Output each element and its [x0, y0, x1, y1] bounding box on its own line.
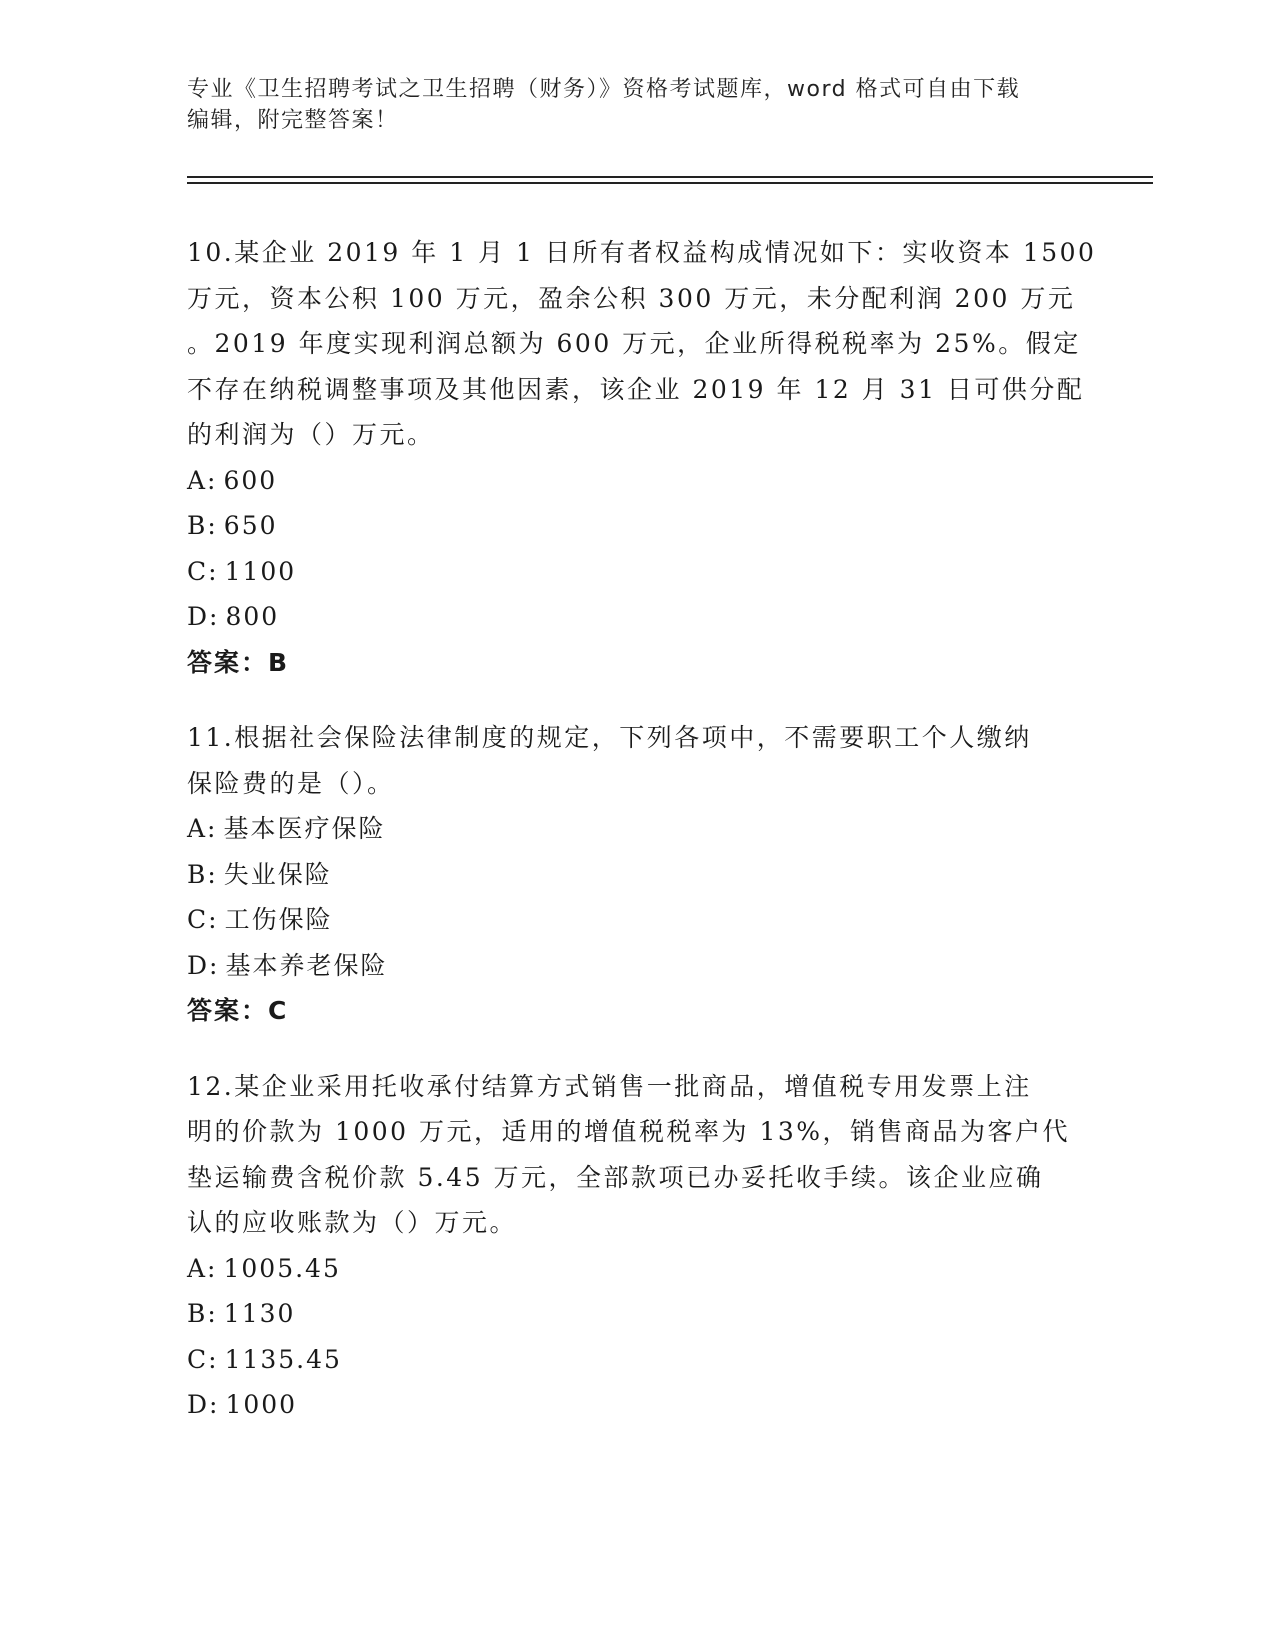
- option-text: 基本医疗保险: [223, 814, 386, 843]
- header-divider-top: [187, 176, 1153, 178]
- option-d: [187, 594, 1087, 640]
- option-b: [187, 1291, 1087, 1337]
- question-text-line: 万元，资本公积 100 万元，盈余公积 300 万元，未分配利润 200 万元: [187, 283, 1076, 313]
- document-header: [187, 74, 1087, 136]
- question-text-line: 的利润为（）万元。: [187, 420, 435, 449]
- option-b: [187, 852, 1087, 898]
- header-line-1: 专业《卫生招聘考试之卫生招聘（财务）》资格考试题库，word 格式可自由下载: [187, 77, 1021, 102]
- question-text-line: 垫运输费含税价款 5.45 万元，全部款项已办妥托收手续。该企业应确: [187, 1162, 1044, 1192]
- option-text: 1005.45: [223, 1253, 341, 1283]
- option-c: [187, 897, 1087, 943]
- question-list: [187, 230, 1097, 1458]
- header-divider-bottom: [187, 182, 1153, 184]
- option-letter: C:: [187, 905, 219, 934]
- option-letter: D:: [187, 950, 220, 980]
- option-letter: C:: [187, 1344, 219, 1374]
- question-text-line: 11.根据社会保险法律制度的规定，下列各项中，不需要职工个人缴纳: [187, 723, 1032, 752]
- question-text-line: 认的应收账款为（）万元。: [187, 1208, 518, 1237]
- option-text: 基本养老保险: [225, 950, 388, 980]
- option-letter: D:: [187, 1390, 220, 1419]
- question-text-line: 明的价款为 1000 万元，适用的增值税税率为 13%，销售商品为客户代: [187, 1117, 1071, 1146]
- question-text-line: 保险费的是（）。: [187, 768, 395, 798]
- question-text-line: 。2019 年度实现利润总额为 600 万元，企业所得税税率为 25%。假定: [187, 329, 1081, 358]
- option-letter: D:: [187, 602, 220, 631]
- question-text-line: 不存在纳税调整事项及其他因素，该企业 2019 年 12 月 31 日可供分配: [187, 374, 1085, 404]
- option-letter: B:: [187, 859, 218, 889]
- option-text: 1135.45: [224, 1344, 342, 1374]
- option-letter: B:: [187, 1299, 218, 1328]
- option-a: [187, 1246, 1087, 1292]
- option-c: [187, 549, 1087, 595]
- option-letter: A:: [187, 814, 218, 843]
- header-line-2: 编辑，附完整答案！: [187, 108, 399, 133]
- question-text-line: 12.某企业采用托收承付结算方式销售一批商品，增值税专用发票上注: [187, 1071, 1032, 1101]
- option-text: 1000: [225, 1390, 298, 1419]
- option-letter: B:: [187, 511, 218, 540]
- option-text: 工伤保险: [224, 905, 333, 934]
- option-text: 1100: [224, 556, 297, 586]
- option-letter: A:: [187, 1253, 218, 1283]
- option-a: [187, 458, 1087, 504]
- option-b: [187, 503, 1087, 549]
- option-text: 800: [225, 602, 280, 631]
- question-text-line: 10.某企业 2019 年 1 月 1 日所有者权益构成情况如下：实收资本 1500: [187, 238, 1097, 267]
- option-c: [187, 1337, 1087, 1383]
- option-letter: C:: [187, 556, 219, 586]
- option-text: 1130: [223, 1299, 296, 1328]
- option-text: 失业保险: [223, 859, 332, 889]
- answer-label: 答案：B: [187, 647, 290, 677]
- question-12: [187, 1064, 1087, 1428]
- option-letter: A:: [187, 465, 218, 495]
- option-d: [187, 943, 1087, 989]
- option-a: [187, 806, 1087, 852]
- option-d: [187, 1382, 1087, 1428]
- answer-label: 答案：C: [187, 996, 289, 1025]
- question-10: [187, 230, 1097, 685]
- option-text: 600: [223, 465, 278, 495]
- option-text: 650: [223, 511, 278, 540]
- question-11: [187, 715, 1087, 1034]
